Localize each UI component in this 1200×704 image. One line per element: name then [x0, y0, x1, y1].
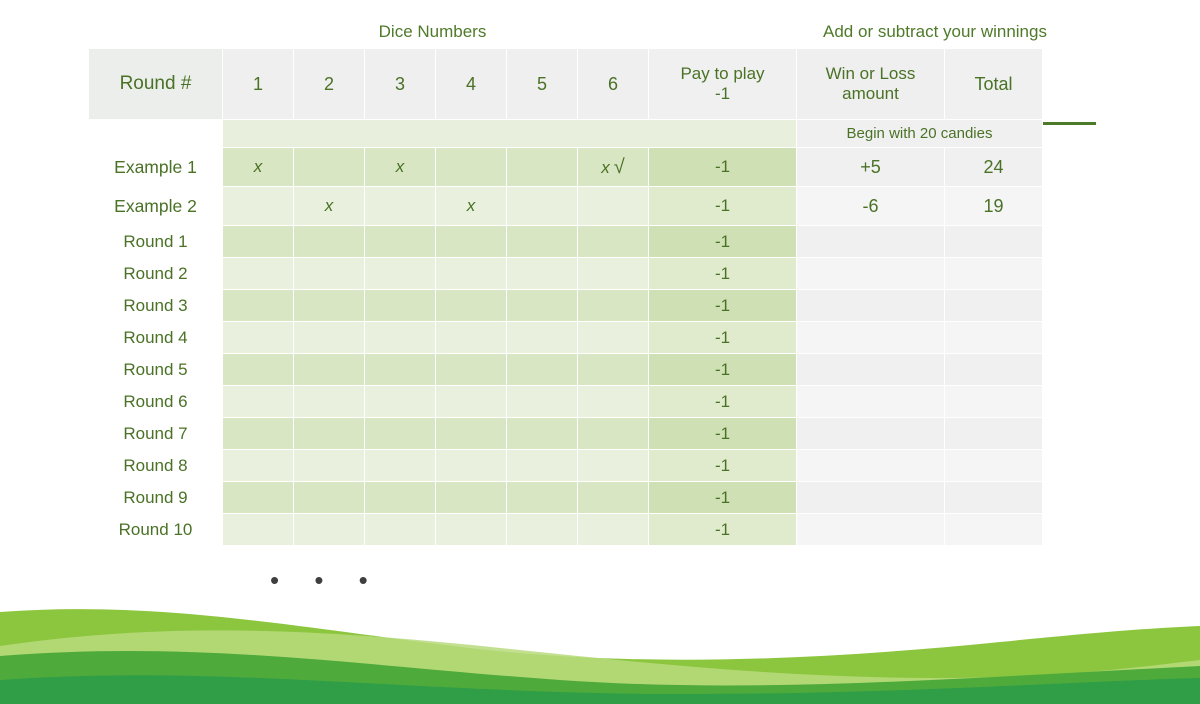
win-or-loss-cell[interactable]: [797, 418, 945, 450]
dice-cell[interactable]: [436, 148, 507, 187]
total-cell[interactable]: 19: [945, 187, 1043, 226]
pay-to-play-cell: -1: [649, 482, 797, 514]
dice-cell[interactable]: [436, 450, 507, 482]
group-header-winnings: Add or subtract your winnings: [823, 22, 1047, 41]
dice-cell[interactable]: [294, 386, 365, 418]
begin-row-spacer: [223, 120, 797, 148]
begin-row-label: [89, 120, 223, 148]
dice-cell[interactable]: [294, 354, 365, 386]
dice-cell[interactable]: [436, 386, 507, 418]
group-header-dice-numbers: Dice Numbers: [378, 22, 487, 41]
dice-cell[interactable]: [365, 148, 436, 187]
dice-cell[interactable]: [507, 322, 578, 354]
row-label: Round 4: [89, 322, 223, 354]
dice-mark: x: [395, 157, 405, 176]
dice-cell[interactable]: [507, 148, 578, 187]
dice-cell[interactable]: [436, 354, 507, 386]
pay-to-play-cell: -1: [649, 226, 797, 258]
pay-to-play-cell: -1: [649, 187, 797, 226]
dice-cell[interactable]: [578, 354, 649, 386]
dice-cell[interactable]: [365, 386, 436, 418]
begin-row: [89, 120, 1043, 148]
dice-cell[interactable]: [365, 354, 436, 386]
dice-cell[interactable]: [507, 226, 578, 258]
pay-to-play-cell: -1: [649, 290, 797, 322]
table-header-row: [89, 49, 1043, 120]
dice-game-table-wrapper: [88, 48, 1043, 546]
total-cell[interactable]: [945, 322, 1043, 354]
row-label: Example 2: [89, 187, 223, 226]
column-header-total: Total: [945, 49, 1043, 120]
column-header-die-4: 4: [436, 49, 507, 120]
dice-cell[interactable]: [365, 514, 436, 546]
pay-to-play-line-2: -1: [714, 84, 731, 103]
decorative-hills-graphic: [0, 594, 1200, 704]
win-or-loss-cell[interactable]: [797, 290, 945, 322]
dice-cell[interactable]: [294, 418, 365, 450]
table-row: [89, 322, 1043, 354]
dice-mark: x: [253, 157, 263, 176]
column-header-die-3: 3: [365, 49, 436, 120]
win-or-loss-cell[interactable]: [797, 450, 945, 482]
dice-cell[interactable]: [365, 322, 436, 354]
dice-cell[interactable]: [365, 450, 436, 482]
pay-to-play-cell: -1: [649, 322, 797, 354]
dice-cell[interactable]: [507, 187, 578, 226]
dice-cell[interactable]: [578, 514, 649, 546]
dice-cell[interactable]: [507, 258, 578, 290]
dice-cell[interactable]: [507, 514, 578, 546]
dice-cell[interactable]: [507, 290, 578, 322]
dice-cell[interactable]: [578, 187, 649, 226]
dice-cell[interactable]: [507, 482, 578, 514]
pay-to-play-cell: -1: [649, 418, 797, 450]
row-label: Round 10: [89, 514, 223, 546]
column-header-die-1: 1: [223, 49, 294, 120]
table-row: [89, 386, 1043, 418]
total-cell[interactable]: [945, 258, 1043, 290]
total-cell[interactable]: [945, 386, 1043, 418]
column-header-round: Round #: [89, 49, 223, 120]
dice-game-table: [88, 48, 1043, 546]
dice-cell[interactable]: [223, 290, 294, 322]
dice-cell[interactable]: [578, 322, 649, 354]
table-row: [89, 258, 1043, 290]
dice-cell[interactable]: [294, 226, 365, 258]
win-or-loss-cell[interactable]: [797, 322, 945, 354]
row-label: Round 2: [89, 258, 223, 290]
dice-cell[interactable]: [436, 226, 507, 258]
dice-cell[interactable]: [436, 187, 507, 226]
win-or-loss-cell[interactable]: [797, 386, 945, 418]
table-row: [89, 514, 1043, 546]
total-cell[interactable]: [945, 226, 1043, 258]
pay-to-play-cell: -1: [649, 354, 797, 386]
dice-cell[interactable]: [578, 258, 649, 290]
dice-cell[interactable]: [578, 450, 649, 482]
row-label: Round 9: [89, 482, 223, 514]
win-or-loss-cell[interactable]: [797, 258, 945, 290]
table-row: [89, 148, 1043, 187]
dice-cell[interactable]: [578, 418, 649, 450]
dice-cell[interactable]: [436, 322, 507, 354]
dice-mark: x √: [601, 155, 625, 178]
dice-cell[interactable]: [578, 290, 649, 322]
total-cell[interactable]: [945, 482, 1043, 514]
row-label: Round 6: [89, 386, 223, 418]
dice-mark: x: [324, 196, 334, 215]
ellipsis-dots: • • •: [270, 565, 382, 595]
dice-cell[interactable]: [223, 187, 294, 226]
total-cell[interactable]: [945, 354, 1043, 386]
dice-cell[interactable]: [223, 482, 294, 514]
dice-cell[interactable]: [365, 258, 436, 290]
pay-to-play-cell: -1: [649, 258, 797, 290]
column-header-die-5: 5: [507, 49, 578, 120]
dice-mark: x: [466, 196, 476, 215]
dice-cell[interactable]: [436, 482, 507, 514]
dice-cell[interactable]: [294, 290, 365, 322]
row-label: Round 3: [89, 290, 223, 322]
dice-cell[interactable]: [223, 148, 294, 187]
dice-cell[interactable]: [436, 418, 507, 450]
dice-cell[interactable]: [507, 386, 578, 418]
dice-cell[interactable]: [436, 514, 507, 546]
pay-to-play-cell: -1: [649, 148, 797, 187]
dice-cell[interactable]: [223, 418, 294, 450]
dice-cell[interactable]: [365, 226, 436, 258]
win-or-loss-cell[interactable]: +5: [797, 148, 945, 187]
dice-cell[interactable]: [294, 258, 365, 290]
dice-cell[interactable]: [223, 514, 294, 546]
win-or-loss-cell[interactable]: -6: [797, 187, 945, 226]
row-label: Round 7: [89, 418, 223, 450]
dice-cell[interactable]: [365, 290, 436, 322]
pay-to-play-line-1: Pay to play: [680, 64, 765, 84]
dice-cell[interactable]: [365, 418, 436, 450]
row-label: Round 8: [89, 450, 223, 482]
dice-cell[interactable]: [294, 514, 365, 546]
dice-cell[interactable]: [223, 354, 294, 386]
dice-cell[interactable]: [507, 418, 578, 450]
total-cell[interactable]: [945, 450, 1043, 482]
dice-cell[interactable]: [578, 386, 649, 418]
dice-cell[interactable]: [223, 322, 294, 354]
dice-cell[interactable]: [223, 450, 294, 482]
dice-cell[interactable]: [365, 187, 436, 226]
pay-to-play-cell: -1: [649, 514, 797, 546]
column-header-win-or-loss: Win or Loss amount: [797, 49, 945, 120]
total-cell[interactable]: 24: [945, 148, 1043, 187]
column-header-die-2: 2: [294, 49, 365, 120]
row-label: Example 1: [89, 148, 223, 187]
total-cell[interactable]: [945, 514, 1043, 546]
dice-cell[interactable]: [223, 386, 294, 418]
dice-cell[interactable]: [294, 148, 365, 187]
row-label: Round 5: [89, 354, 223, 386]
dice-cell[interactable]: [294, 482, 365, 514]
pay-to-play-cell: -1: [649, 450, 797, 482]
dice-cell[interactable]: [223, 258, 294, 290]
dice-cell[interactable]: [507, 354, 578, 386]
row-label: Round 1: [89, 226, 223, 258]
win-or-loss-cell[interactable]: [797, 354, 945, 386]
table-row: [89, 226, 1043, 258]
dice-cell[interactable]: [578, 226, 649, 258]
dice-cell[interactable]: [365, 482, 436, 514]
dice-cell[interactable]: [294, 187, 365, 226]
win-or-loss-cell[interactable]: [797, 226, 945, 258]
dice-cell[interactable]: [436, 258, 507, 290]
total-cell[interactable]: [945, 418, 1043, 450]
dice-cell[interactable]: [507, 450, 578, 482]
dice-cell[interactable]: [578, 482, 649, 514]
table-row: [89, 418, 1043, 450]
column-header-die-6: 6: [578, 49, 649, 120]
dice-cell[interactable]: [294, 450, 365, 482]
total-cell[interactable]: [945, 290, 1043, 322]
table-row: [89, 482, 1043, 514]
table-row: [89, 187, 1043, 226]
dice-cell[interactable]: [223, 226, 294, 258]
table-row: [89, 290, 1043, 322]
win-or-loss-cell[interactable]: [797, 514, 945, 546]
table-row: [89, 354, 1043, 386]
table-row: [89, 450, 1043, 482]
win-or-loss-cell[interactable]: [797, 482, 945, 514]
dice-cell[interactable]: [578, 148, 649, 187]
dice-cell[interactable]: [294, 322, 365, 354]
dice-cell[interactable]: [436, 290, 507, 322]
column-header-pay-to-play: [649, 49, 797, 120]
begin-with-candies-note: Begin with 20 candies: [797, 120, 1043, 148]
pay-to-play-cell: -1: [649, 386, 797, 418]
